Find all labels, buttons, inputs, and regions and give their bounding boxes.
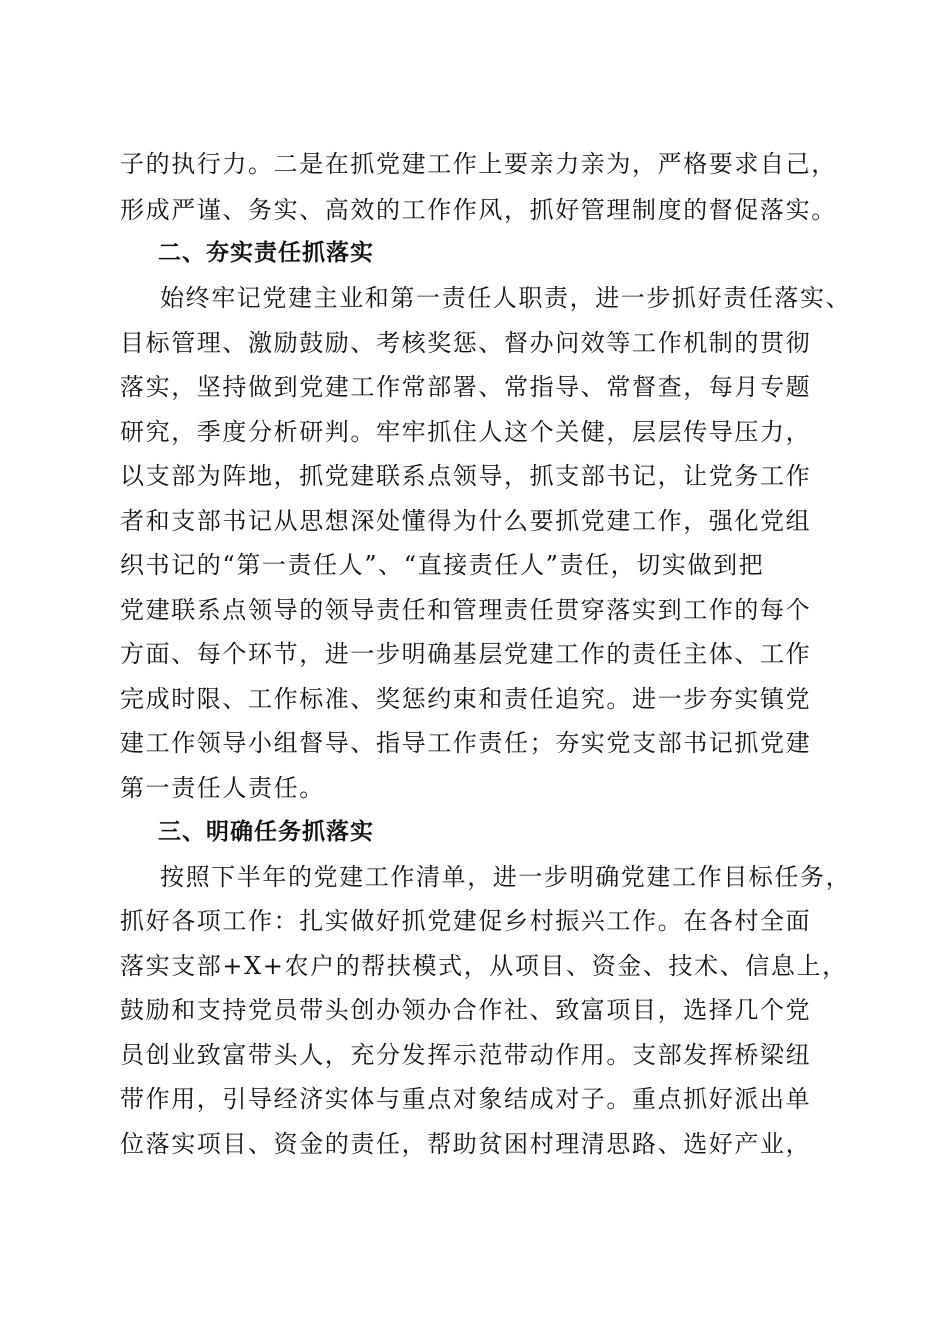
paragraph-line: 建工作领导小组督导、指导工作责任；夯实党支部书记抓党建: [120, 729, 812, 757]
paragraph-line: 带作用，引导经济实体与重点对象结成对子。重点抓好派出单: [120, 1085, 812, 1113]
paragraph-line: 党建联系点领导的领导责任和管理责任贯穿落实到工作的每个: [120, 596, 812, 624]
paragraph-line: 形成严谨、务实、高效的工作作风，抓好管理制度的督促落实。: [120, 196, 837, 224]
section-heading-3: 三、明确任务抓落实: [158, 819, 374, 845]
paragraph-line: 研究，季度分析研判。牢牢抓住人这个关健，层层传导压力，: [120, 418, 812, 446]
paragraph-line: 员创业致富带头人，充分发挥示范带动作用。支部发挥桥梁纽: [120, 1041, 812, 1069]
paragraph-line: 落实支部+X+农户的帮扶模式，从项目、资金、技术、信息上，: [120, 952, 848, 980]
paragraph-line: 落实，坚持做到党建工作常部署、常指导、常督查，每月专题: [120, 373, 812, 401]
paragraph-line: 方面、每个环节，进一步明确基层党建工作的责任主体、工作: [120, 640, 812, 668]
section-heading-2: 二、夯实责任抓落实: [158, 240, 374, 266]
paragraph-line: 织书记的“第一责任人”、“直接责任人”责任，切实做到把: [120, 551, 765, 579]
paragraph-line: 目标管理、激励鼓励、考核奖惩、督办问效等工作机制的贯彻: [120, 329, 812, 357]
paragraph-line: 位落实项目、资金的责任，帮助贫困村理清思路、选好产业，: [120, 1130, 812, 1158]
paragraph-line: 完成时限、工作标准、奖惩约束和责任追究。进一步夯实镇党: [120, 685, 812, 713]
paragraph-line: 第一责任人责任。: [120, 774, 325, 802]
paragraph-line: 始终牢记党建主业和第一责任人职责，进一步抓好责任落实、: [160, 284, 852, 312]
paragraph-line: 者和支部书记从思想深处懂得为什么要抓党建工作，强化党组: [120, 507, 812, 535]
paragraph-line: 抓好各项工作：扎实做好抓党建促乡村振兴工作。在各村全面: [120, 907, 812, 935]
paragraph-line: 按照下半年的党建工作清单，进一步明确党建工作目标任务，: [160, 863, 852, 891]
paragraph-line: 子的执行力。二是在抓党建工作上要亲力亲为，严格要求自己，: [120, 150, 837, 178]
paragraph-line: 鼓励和支持党员带头创办领办合作社、致富项目，选择几个党: [120, 996, 812, 1024]
paragraph-line: 以支部为阵地，抓党建联系点领导，抓支部书记，让党务工作: [120, 462, 812, 490]
